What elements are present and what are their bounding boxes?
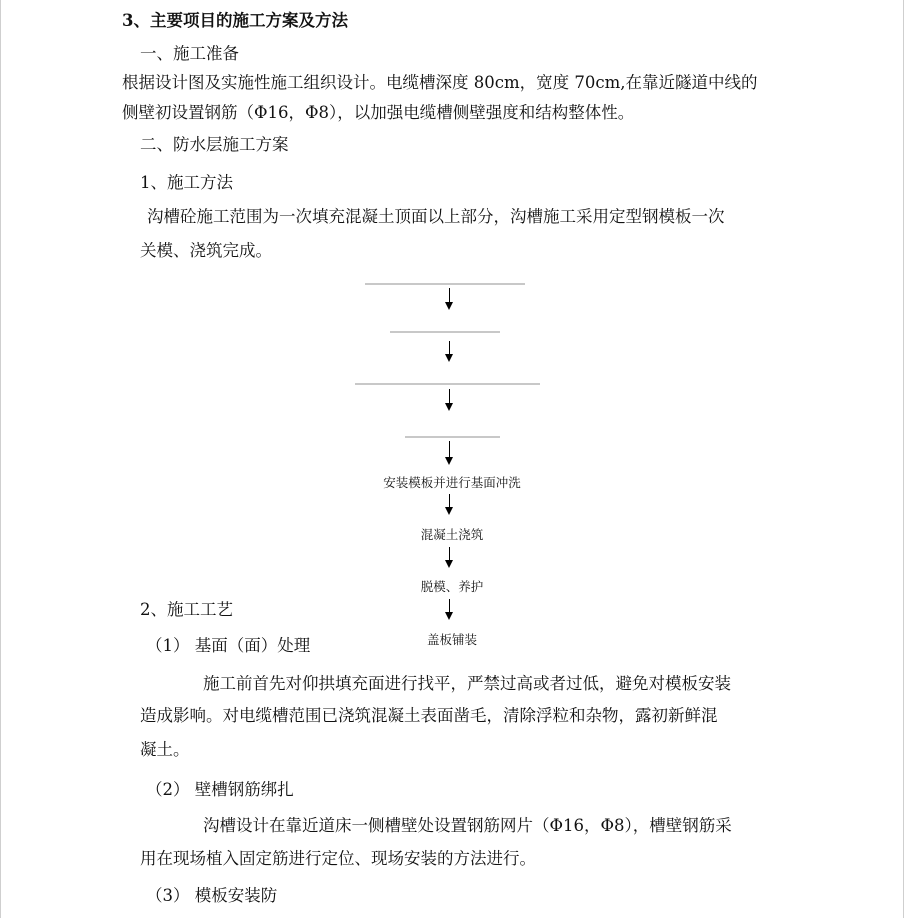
item-1-line-3: 凝土。 (140, 740, 190, 759)
flow-faded-text-3 (355, 383, 540, 385)
item-1-title: （1） 基面（面）处理 (146, 636, 311, 655)
flow-step-cover-plate: 盖板铺装 (426, 632, 478, 647)
item-2-title: （2） 壁槽钢筋绑扎 (146, 780, 294, 799)
flow-faded-text-1 (365, 283, 525, 285)
item-1-line-1: 施工前首先对仰拱填充面进行找平，严禁过高或者过低，避免对模板安装 (203, 674, 731, 693)
item-2-line-1: 沟槽设计在靠近道床一侧槽壁处设置钢筋网片（Φ16，Φ8），槽壁钢筋采 (203, 816, 732, 835)
item-1-line-2: 造成影响。对电缆槽范围已浇筑混凝土表面凿毛，清除浮粒和杂物，露初新鲜混 (140, 706, 718, 725)
section-2-title: 二、防水层施工方案 (140, 135, 289, 154)
flow-step-demold-cure: 脱模、养护 (420, 579, 484, 594)
section-1-title: 一、施工准备 (140, 44, 239, 63)
page-border-left (0, 0, 1, 918)
subsection-2-title: 2、施工工艺 (140, 600, 233, 619)
section-1-line-1: 根据设计图及实施性施工组织设计。电缆槽深度 80cm，宽度 70cm,在靠近隧道中线的 (122, 73, 758, 92)
flow-step-pour-concrete: 混凝土浇筑 (420, 527, 484, 542)
subsection-1-line-1: 沟槽砼施工范围为一次填充混凝土顶面以上部分，沟槽施工采用定型钢模板一次 (147, 207, 725, 226)
page-border-right (903, 0, 904, 918)
flow-step-install-formwork: 安装模板并进行基面冲洗 (383, 475, 521, 490)
subsection-1-title: 1、施工方法 (140, 173, 233, 192)
item-2-line-2: 用在现场植入固定筋进行定位、现场安装的方法进行。 (140, 849, 536, 868)
item-3-title: （3） 模板安装防 (146, 886, 278, 905)
section-heading: 3、主要项目的施工方案及方法 (122, 11, 348, 30)
section-1-line-2: 侧壁初设置钢筋（Φ16，Φ8），以加强电缆槽侧壁强度和结构整体性。 (122, 103, 635, 122)
flow-faded-text-2 (390, 331, 500, 333)
subsection-1-line-2: 关模、浇筑完成。 (140, 241, 272, 260)
flow-faded-text-4 (405, 436, 500, 438)
